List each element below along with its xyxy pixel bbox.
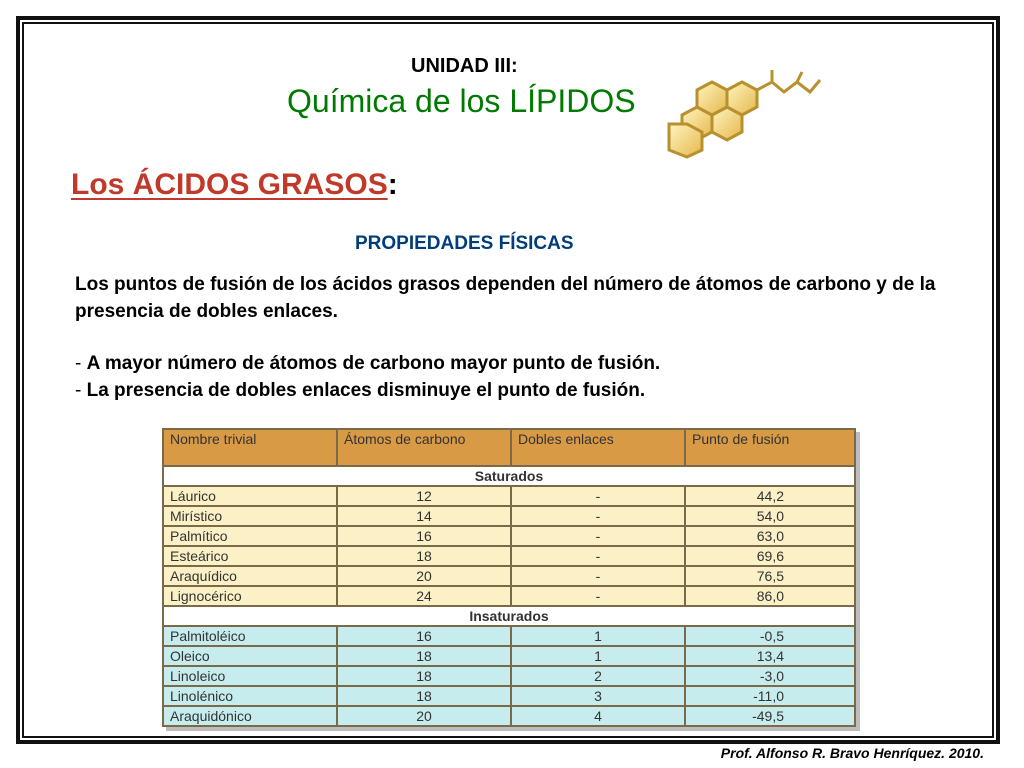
column-header: Dobles enlaces <box>511 429 685 466</box>
cell-name: Esteárico <box>163 546 337 566</box>
cell-melting-point: 44,2 <box>685 486 855 506</box>
cell-carbons: 16 <box>337 626 511 646</box>
cell-carbons: 18 <box>337 666 511 686</box>
cell-double-bonds: - <box>511 486 685 506</box>
cell-carbons: 12 <box>337 486 511 506</box>
column-header: Átomos de carbono <box>337 429 511 466</box>
cell-name: Lignocérico <box>163 586 337 606</box>
cell-carbons: 20 <box>337 706 511 726</box>
column-header: Punto de fusión <box>685 429 855 466</box>
table-row <box>163 646 855 666</box>
cell-carbons: 18 <box>337 546 511 566</box>
cell-double-bonds: 3 <box>511 686 685 706</box>
cell-melting-point: -11,0 <box>685 686 855 706</box>
cell-melting-point: 54,0 <box>685 506 855 526</box>
table-row <box>163 706 855 726</box>
group-label: Insaturados <box>163 606 855 626</box>
cell-double-bonds: 1 <box>511 646 685 666</box>
cell-double-bonds: - <box>511 586 685 606</box>
cell-name: Oleico <box>163 646 337 666</box>
table-row <box>163 626 855 646</box>
fatty-acids-table <box>162 428 856 727</box>
table-row <box>163 686 855 706</box>
bullet-text: La presencia de dobles enlaces disminuye el punto de fusión. <box>86 380 646 401</box>
subsection-title: PROPIEDADES FÍSICAS <box>355 233 574 254</box>
cell-carbons: 14 <box>337 506 511 526</box>
cell-melting-point: -3,0 <box>685 666 855 686</box>
group-row <box>163 466 855 486</box>
cell-name: Linoleico <box>163 666 337 686</box>
table-row <box>163 526 855 546</box>
table-row <box>163 586 855 606</box>
group-label: Saturados <box>163 466 855 486</box>
cell-name: Araquidónico <box>163 706 337 726</box>
cell-carbons: 20 <box>337 566 511 586</box>
cell-carbons: 18 <box>337 686 511 706</box>
cell-melting-point: 86,0 <box>685 586 855 606</box>
cell-melting-point: 13,4 <box>685 646 855 666</box>
bullet-item: - A mayor número de átomos de carbono mayor punto de fusión. <box>75 353 661 374</box>
cell-name: Araquídico <box>163 566 337 586</box>
table-row <box>163 566 855 586</box>
cell-carbons: 18 <box>337 646 511 666</box>
bullet-list <box>75 350 955 404</box>
footer-credit: Prof. Alfonso R. Bravo Henríquez. 2010. <box>720 745 984 761</box>
column-header: Nombre trivial <box>163 429 337 466</box>
cell-double-bonds: 2 <box>511 666 685 686</box>
cell-carbons: 24 <box>337 586 511 606</box>
cell-double-bonds: - <box>511 506 685 526</box>
cell-double-bonds: - <box>511 566 685 586</box>
group-row <box>163 606 855 626</box>
main-title: Química de los LÍPIDOS <box>287 83 636 119</box>
cell-name: Linolénico <box>163 686 337 706</box>
table-row <box>163 486 855 506</box>
unit-label: UNIDAD III: <box>411 55 518 77</box>
cell-double-bonds: - <box>511 546 685 566</box>
table-header-row <box>163 429 855 466</box>
bullet-item: - La presencia de dobles enlaces disminuye el punto de fusión. <box>75 380 646 401</box>
section-title-text: Los ÁCIDOS GRASOS <box>71 168 388 201</box>
cell-melting-point: 69,6 <box>685 546 855 566</box>
cell-name: Palmítico <box>163 526 337 546</box>
cell-melting-point: 63,0 <box>685 526 855 546</box>
table-row <box>163 666 855 686</box>
cell-melting-point: 76,5 <box>685 566 855 586</box>
section-title-colon: : <box>387 168 398 201</box>
steroid-molecule-icon <box>662 70 822 165</box>
cell-name: Láurico <box>163 486 337 506</box>
table-row <box>163 546 855 566</box>
cell-melting-point: -0,5 <box>685 626 855 646</box>
table-row <box>163 506 855 526</box>
cell-double-bonds: 4 <box>511 706 685 726</box>
section-title <box>71 168 398 202</box>
cell-name: Mirístico <box>163 506 337 526</box>
cell-melting-point: -49,5 <box>685 706 855 726</box>
intro-paragraph: Los puntos de fusión de los ácidos grasos dependen del número de átomos de carbono y de la presencia de dobles enlaces. <box>75 274 936 322</box>
cell-carbons: 16 <box>337 526 511 546</box>
bullet-text: A mayor número de átomos de carbono mayor punto de fusión. <box>86 353 661 374</box>
cell-name: Palmitoléico <box>163 626 337 646</box>
cell-double-bonds: - <box>511 526 685 546</box>
cell-double-bonds: 1 <box>511 626 685 646</box>
